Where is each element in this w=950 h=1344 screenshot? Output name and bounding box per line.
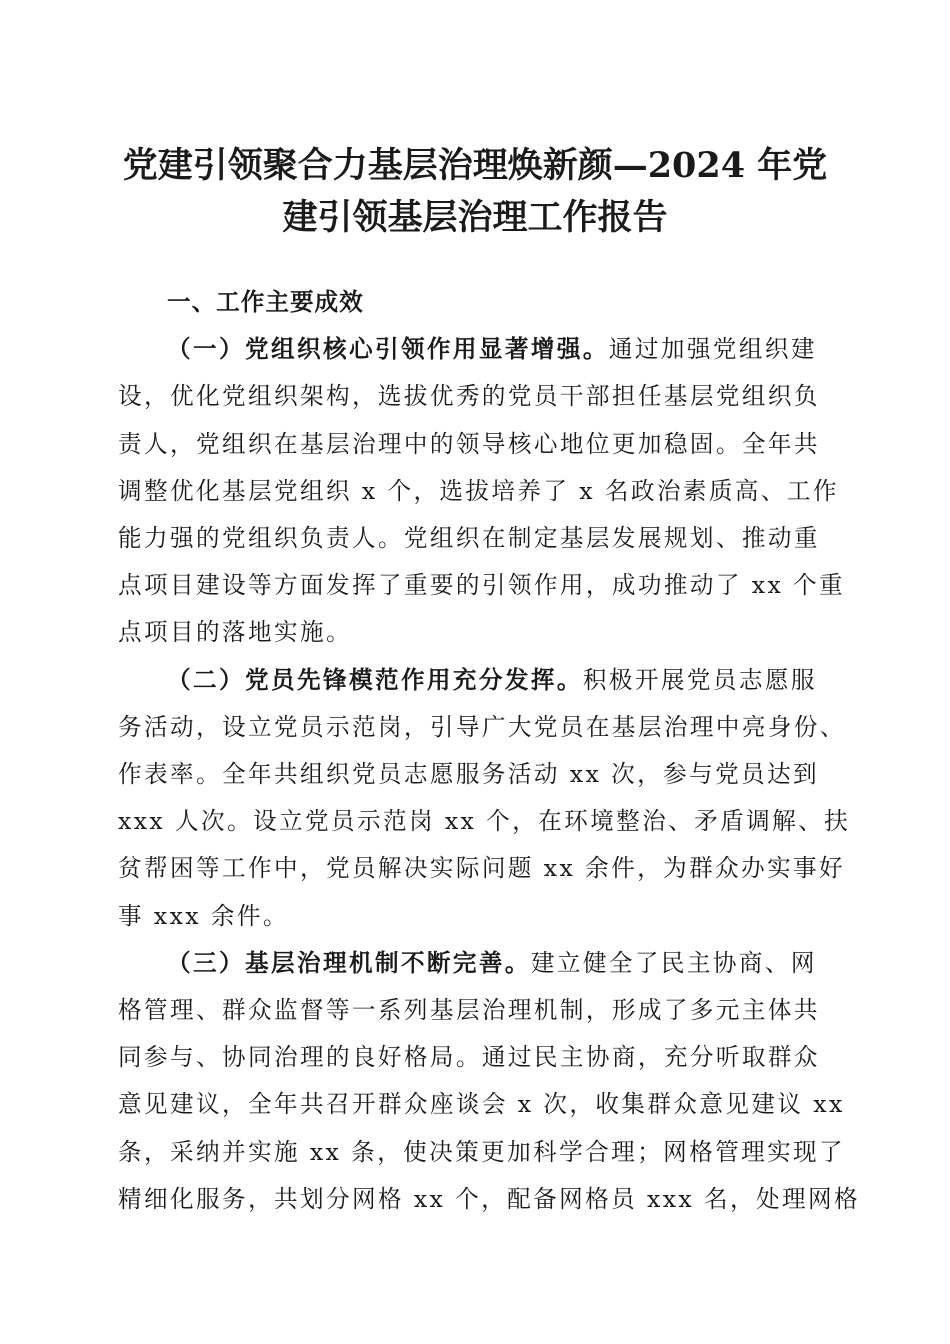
paragraph-line: 务活动，设立党员示范岗，引导广大党员在基层治理中亮身份、 (118, 712, 846, 741)
paragraph-line: 调整优化基层党组织 x 个，选拔培养了 x 名政治素质高、工作 (118, 476, 839, 505)
paragraph-lead: （二）党员先锋模范作用充分发挥。 (167, 665, 583, 694)
title-line-2: 建引领基层治理工作报告 (282, 197, 668, 238)
paragraph-3 (118, 940, 860, 1223)
paragraph-line: 意见建议，全年共召开群众座谈会 x 次，收集群众意见建议 xx (118, 1090, 845, 1119)
paragraph-line: 贫帮困等工作中，党员解决实际问题 xx 余件，为群众办实事好 (118, 854, 846, 883)
paragraph-line: 设，优化党组织架构，选拔优秀的党员干部担任基层党组织负 (118, 382, 820, 411)
paragraph-line: 格管理、群众监督等一系列基层治理机制，形成了多元主体共 (118, 996, 820, 1025)
document-title (100, 140, 850, 244)
paragraph-first-line (118, 326, 824, 373)
paragraph-line: 点项目的落地实施。 (118, 618, 352, 647)
paragraph-line: 点项目建设等方面发挥了重要的引领作用，成功推动了 xx 个重 (118, 571, 846, 600)
paragraph-line: 条，采纳并实施 xx 条，使决策更加科学合理；网格管理实现了 (118, 1137, 846, 1166)
paragraph-2 (118, 657, 851, 940)
paragraph-lead: （一）党组织核心引领作用显著增强。 (167, 335, 609, 364)
paragraph-text: 建立健全了民主协商、网 (530, 948, 817, 977)
paragraph-line: 事 xxx 余件。 (118, 901, 289, 930)
paragraph-line: 作表率。全年共组织党员志愿服务活动 xx 次，参与党员达到 (118, 760, 820, 789)
paragraph-line: 能力强的党组织负责人。党组织在制定基层发展规划、推动重 (118, 524, 820, 553)
paragraph-first-line (118, 657, 824, 704)
section-heading: 一、工作主要成效 (167, 288, 364, 316)
title-line-1: 党建引领聚合力基层治理焕新颜—2024 年党 (122, 145, 828, 186)
paragraph-line: xxx 人次。设立党员示范岗 xx 个，在环境整治、矛盾调解、扶 (118, 807, 851, 836)
paragraph-line: 责人，党组织在基层治理中的领导核心地位更加稳固。全年共 (118, 429, 820, 458)
document-body (118, 279, 860, 1223)
paragraph-text: 积极开展党员志愿服 (582, 665, 817, 694)
paragraph-lead: （三）基层治理机制不断完善。 (167, 948, 531, 977)
paragraph-line: 精细化服务，共划分网格 xx 个，配备网格员 xxx 名，处理网格 (118, 1184, 860, 1213)
paragraph-1 (118, 326, 846, 656)
paragraph-line: 同参与、协同治理的良好格局。通过民主协商，充分听取群众 (118, 1043, 820, 1072)
paragraph-first-line (118, 940, 824, 987)
paragraph-text: 通过加强党组织建 (608, 335, 817, 364)
